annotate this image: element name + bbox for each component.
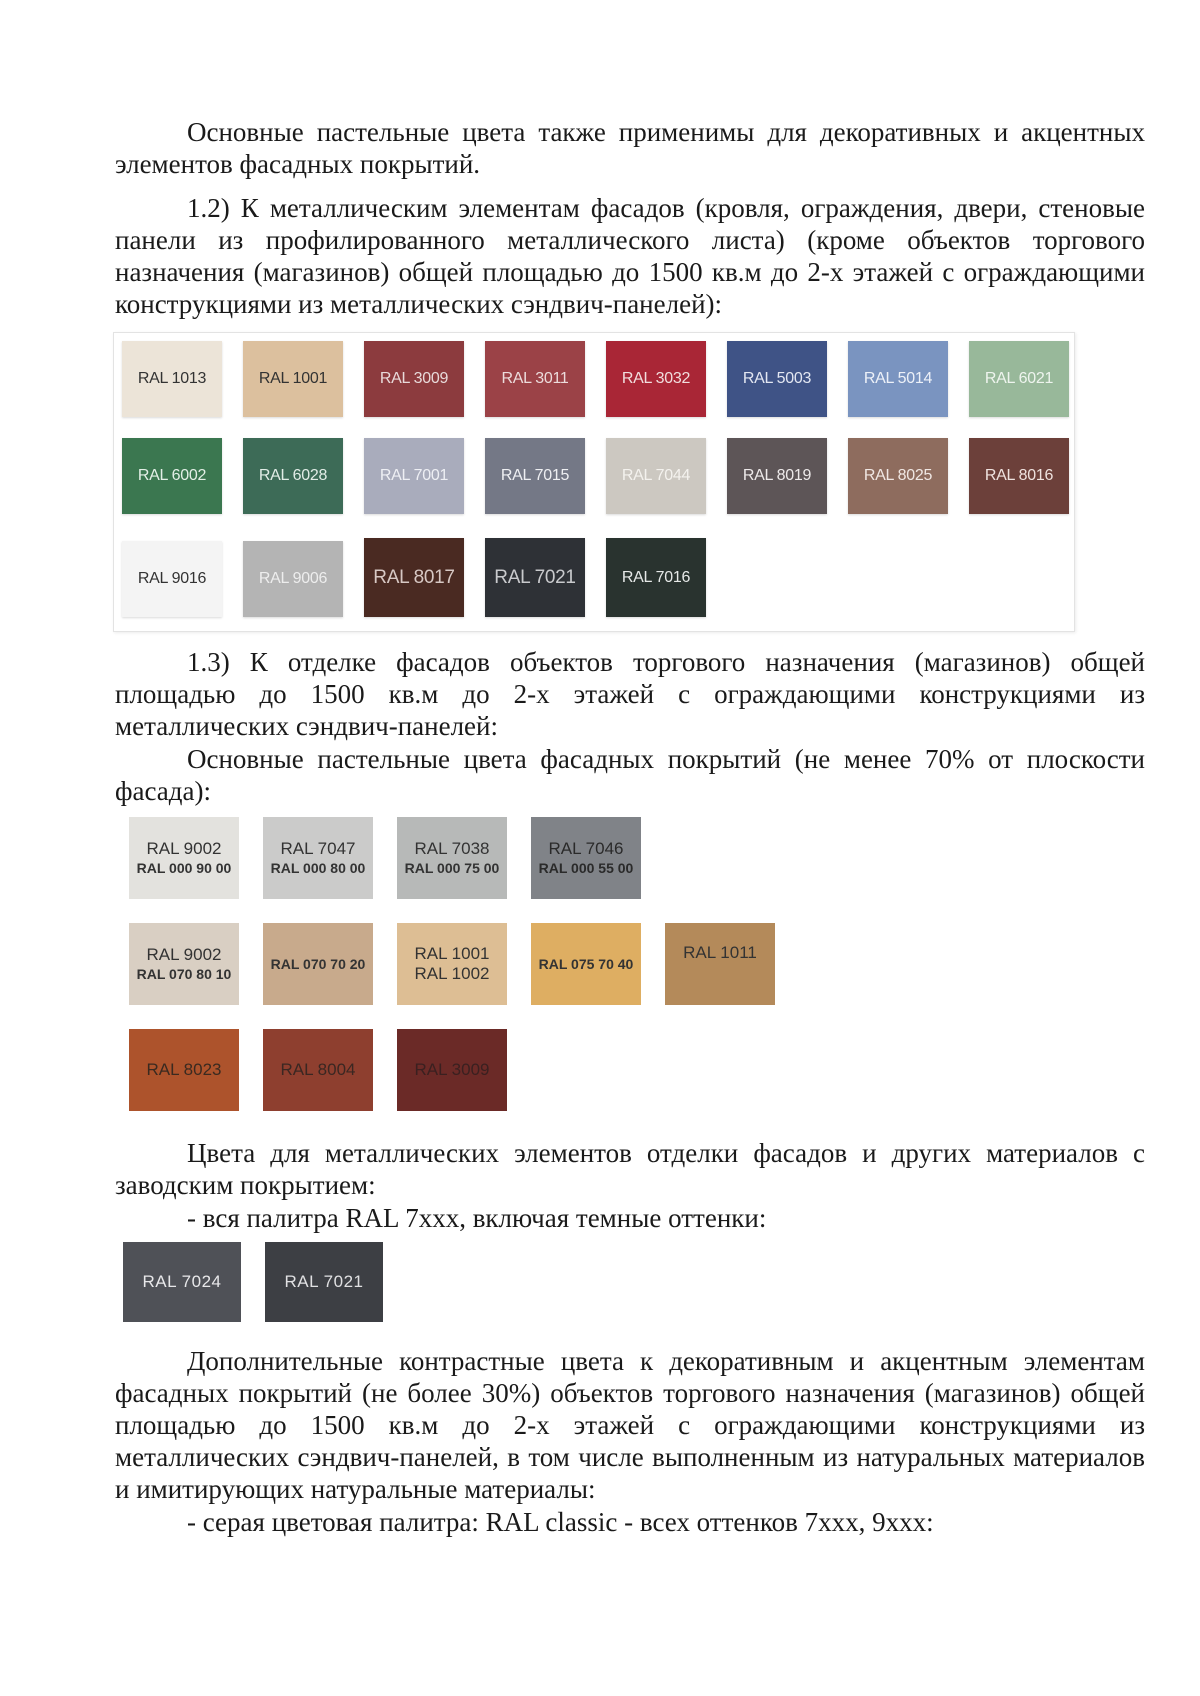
- paragraph-ral-7xxx: - вся палитра RAL 7xxx, включая темные оттенки:: [187, 1203, 767, 1233]
- swatch-metal: [969, 438, 1069, 514]
- swatch-sublabel: RAL 070 70 20: [270, 956, 366, 972]
- swatch-label: RAL 5014: [863, 370, 933, 387]
- swatch-metal: [485, 538, 585, 617]
- paragraph-grey-palette: - серая цветовая палитра: RAL classic - всех оттенков 7xxx, 9xxx:: [187, 1507, 934, 1537]
- swatch-pastel: [397, 923, 507, 1005]
- swatch-pastel: [531, 923, 641, 1005]
- swatch-label: RAL 6021: [984, 370, 1054, 387]
- swatch-metal: [727, 341, 827, 417]
- swatch-label: RAL 7038: [414, 839, 490, 858]
- swatch-metal: [485, 341, 585, 417]
- swatch-label: RAL 7047: [280, 839, 356, 858]
- swatch-label: RAL 8004: [280, 1060, 356, 1079]
- swatch-label: RAL 9002: [146, 839, 222, 858]
- swatch-label: RAL 5003: [742, 370, 812, 387]
- swatch-pastel: [397, 1029, 507, 1111]
- swatch-label: RAL 3009: [414, 1060, 490, 1079]
- swatch-metal: [606, 341, 706, 417]
- swatch-label: RAL 1011: [683, 943, 757, 962]
- swatch-label: RAL 8019: [742, 467, 812, 484]
- swatch-metal: [122, 438, 222, 514]
- swatch-metal: [364, 341, 464, 417]
- swatch-metal: [606, 538, 706, 617]
- swatch-pastel: [263, 1029, 373, 1111]
- swatch-pastel: [129, 923, 239, 1005]
- swatch-metal: [606, 438, 706, 514]
- swatch-sublabel: RAL 000 90 00: [136, 860, 232, 876]
- swatch-label: RAL 8025: [863, 467, 933, 484]
- swatch-metal: [848, 438, 948, 514]
- swatch-pastel: [129, 817, 239, 899]
- paragraph-1-2-metal: 1.2) К металлическим элементам фасадов (кровля, ограждения, двери, стеновые панели из профилированного металлического листа) (кроме объектов торгового назначения (магазинов) общей площадью до 1500 кв.м до 2-х этажей с ограждающими конструкциями из металлических сэндвич-панелей):: [115, 193, 1145, 319]
- swatch-pastel: [397, 817, 507, 899]
- swatch-sublabel: RAL 000 55 00: [538, 860, 634, 876]
- swatch-label: RAL 3011: [501, 370, 569, 387]
- paragraph-contrast-colors: Дополнительные контрастные цвета к декоративным и акцентным элементам фасадных покрытий (не более 30%) объектов торгового назначения (магазинов) общей площадью до 1500 кв.м до 2-х этажей с ограждающими конструкциями из металлических сэндвич-панелей, в том числе выполненным из натуральных материалов и имитирующих натуральные материалы:: [115, 1346, 1145, 1504]
- swatch-label: RAL 7001: [379, 467, 449, 484]
- swatch-pastel: [531, 817, 641, 899]
- swatch-label: RAL 7015: [500, 467, 570, 484]
- palette-metal-panel: [113, 332, 1075, 632]
- swatch-pastel: [129, 1029, 239, 1111]
- swatch-metal: [243, 341, 343, 417]
- swatch-label: RAL 7021: [284, 1272, 364, 1291]
- swatch-sublabel: RAL 000 80 00: [270, 860, 366, 876]
- paragraph-metal-factory: Цвета для металлических элементов отделки фасадов и других материалов с заводским покрытием:: [115, 1138, 1145, 1200]
- swatch-metal: [122, 341, 222, 417]
- swatch-label: RAL 1001: [414, 944, 490, 963]
- swatch-label: RAL 8023: [146, 1060, 222, 1079]
- swatch-pastel: [263, 817, 373, 899]
- swatch-pastel: [665, 923, 775, 1005]
- swatch-metal: [364, 538, 464, 617]
- swatch-7xxx: [265, 1242, 383, 1322]
- paragraph-1-3-trade: 1.3) К отделке фасадов объектов торгового назначения (магазинов) общей площадью до 1500 кв.м до 2-х этажей с ограждающими конструкциями из металлических сэндвич-панелей:: [115, 647, 1145, 741]
- paragraph-pastel-intro: Основные пастельные цвета также применимы для декоративных и акцентных элементов фасадных покрытий.: [115, 117, 1145, 179]
- swatch-label: RAL 3032: [621, 370, 691, 387]
- swatch-label: RAL 7046: [548, 839, 624, 858]
- swatch-metal: [243, 438, 343, 514]
- swatch-label: RAL 9002: [146, 945, 222, 964]
- swatch-label: RAL 8017: [373, 566, 455, 588]
- swatch-label: RAL 7024: [142, 1272, 222, 1291]
- swatch-label: RAL 9006: [258, 570, 328, 587]
- swatch-pastel: [263, 923, 373, 1005]
- swatch-7xxx: [123, 1242, 241, 1322]
- swatch-label: RAL 7021: [494, 566, 576, 588]
- swatch-label: RAL 6028: [258, 467, 328, 484]
- swatch-metal: [364, 438, 464, 514]
- swatch-label: RAL 9016: [137, 570, 207, 587]
- swatch-label: RAL 6002: [137, 467, 207, 484]
- swatch-sublabel: RAL 075 70 40: [538, 956, 634, 972]
- swatch-sublabel: RAL 000 75 00: [404, 860, 500, 876]
- swatch-label: RAL 7016: [621, 568, 691, 586]
- swatch-label: RAL 7044: [621, 467, 691, 484]
- swatch-label: RAL 3009: [379, 370, 449, 387]
- paragraph-pastel-70: Основные пастельные цвета фасадных покрытий (не менее 70% от плоскости фасада):: [115, 744, 1145, 806]
- swatch-label: RAL 1013: [137, 370, 207, 387]
- swatch-metal: [848, 341, 948, 417]
- swatch-metal: [727, 438, 827, 514]
- swatch-metal: [243, 541, 343, 617]
- swatch-sublabel: RAL 1002: [414, 964, 490, 983]
- swatch-metal: [485, 438, 585, 514]
- swatch-metal: [122, 541, 222, 617]
- swatch-metal: [969, 341, 1069, 417]
- swatch-label: RAL 1001: [258, 370, 328, 387]
- swatch-label: RAL 8016: [984, 467, 1054, 484]
- swatch-sublabel: RAL 070 80 10: [136, 966, 232, 982]
